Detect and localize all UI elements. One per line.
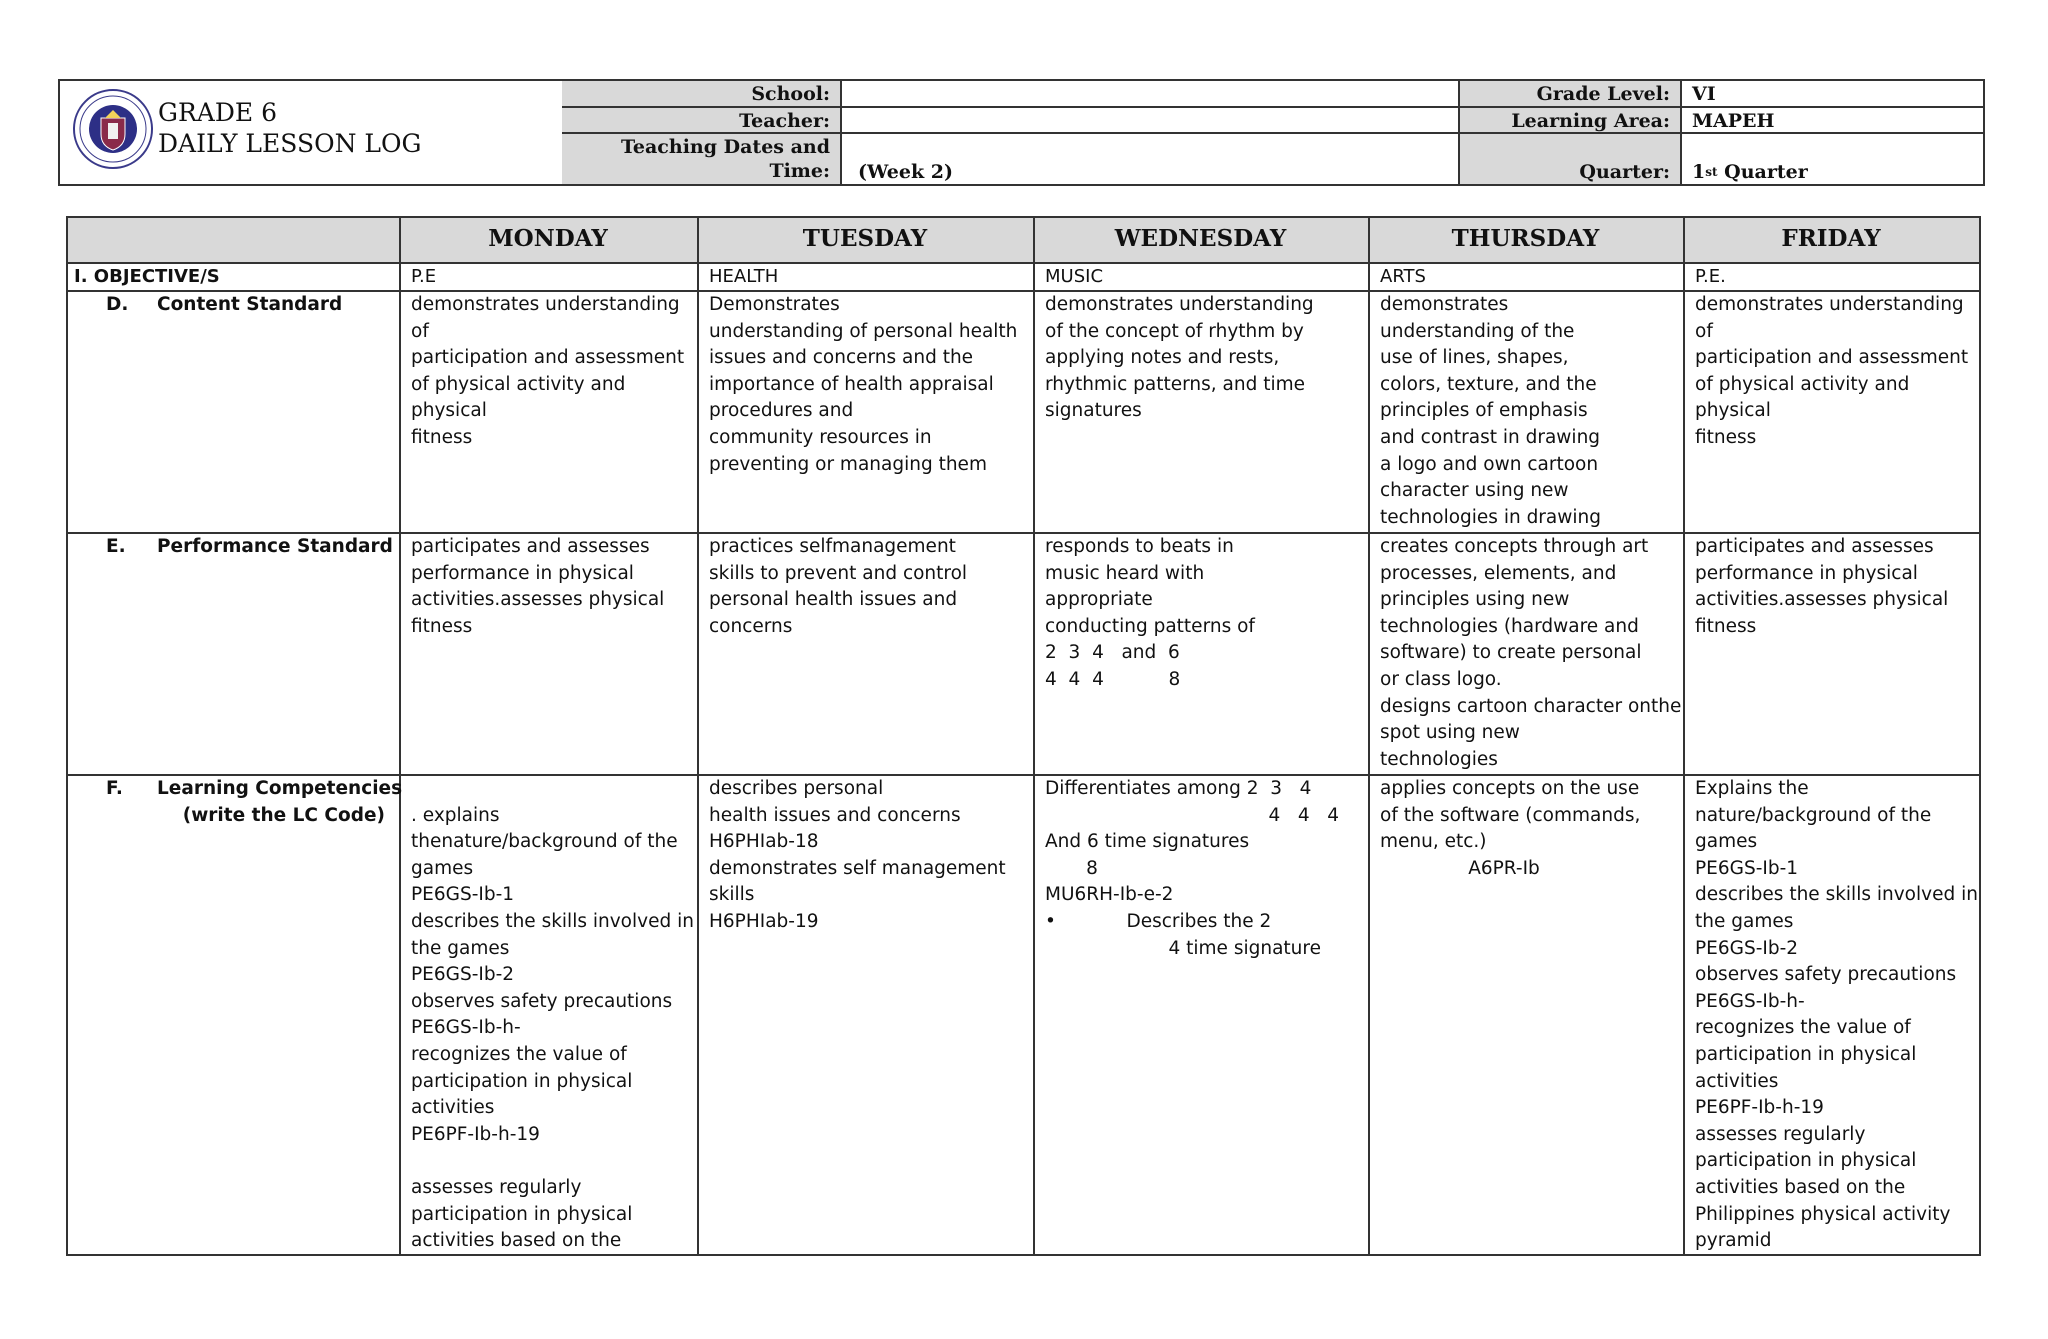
header-row-dates [562, 134, 1983, 184]
quarter-ordinal: st [1705, 165, 1718, 179]
school-label: School: [562, 81, 842, 106]
learning-competencies-thursday: applies concepts on the use of the software (commands, menu, etc.) A6PR-Ib [1380, 778, 1641, 879]
row-letter-f: F. [106, 778, 123, 799]
header-row-school [562, 81, 1983, 108]
performance-standard-tuesday: practices selfmanagement skills to prevent and control personal health issues and concerns [709, 536, 968, 637]
grid-line [1368, 216, 1370, 1256]
content-standard-friday: demonstrates understanding of participation and assessment of physical activity and physical fitness [1695, 294, 1969, 448]
grade-title: GRADE 6 [158, 98, 277, 127]
grid-line [399, 216, 401, 1256]
teaching-dates-label-line2: Time: [769, 160, 830, 182]
grade-level-value[interactable]: VI [1692, 83, 1716, 105]
row-letter-d: D. [106, 294, 129, 315]
learning-competencies-wednesday: Differentiates among 2 3 4 4 4 4 And 6 time signatures 8 MU6RH-Ib-e-2 • Describes the 2 4 time signature [1045, 778, 1340, 959]
deped-seal-icon [72, 88, 154, 170]
log-title: DAILY LESSON LOG [158, 129, 422, 158]
grid-line [66, 262, 1981, 264]
row-label-learning-competencies: Learning Competencies (write the LC Code) [157, 778, 403, 826]
subject-monday: P.E [411, 266, 437, 287]
header-row-teacher [562, 108, 1983, 134]
learning-competencies-monday: . explains thenature/background of the games PE6GS-Ib-1 describes the skills involved in the games PE6GS-Ib-2 observes safety precautions PE6GS-Ib-h- recognizes the value of participation in physical activities PE6PF-Ib-h-19 assesses regularly participation in physical activities based on the [411, 804, 694, 1252]
grid-line [66, 290, 1981, 292]
title-block [60, 81, 564, 184]
performance-standard-thursday: creates concepts through art processes, elements, and principles using new technologies (hardware and software) to create personal or class logo. designs cartoon character onthe spot using new technologies [1380, 536, 1682, 770]
content-standard-thursday: demonstrates understanding of the use of lines, shapes, colors, texture, and the principles of emphasis and contrast in drawing a logo and own cartoon character using new technologies in drawing [1380, 294, 1601, 528]
subject-wednesday: MUSIC [1045, 266, 1104, 287]
row-label-performance-standard: Performance Standard [157, 536, 393, 557]
performance-standard-monday: participates and assesses performance in physical activities.assesses physical fitness [411, 536, 665, 637]
content-standard-wednesday: demonstrates understanding of the concept of rhythm by applying notes and rests, rhythmic patterns, and time signatures [1045, 294, 1314, 422]
objectives-label: I. OBJECTIVE/S [74, 266, 220, 287]
teacher-field[interactable] [842, 108, 1460, 132]
learning-competencies-friday: Explains the nature/background of the games PE6GS-Ib-1 describes the skills involved in the games PE6GS-Ib-2 observes safety precautions PE6GS-Ib-h- recognizes the value of participation in physical activities PE6PF-Ib-h-19 assesses regularly participation in physical activities based on the Philippines physical activity pyramid [1695, 778, 1978, 1252]
grid-line [1683, 216, 1685, 1256]
row-label-content-standard: Content Standard [157, 294, 343, 315]
content-standard-tuesday: Demonstrates understanding of personal health issues and concerns and the importance of health appraisal procedures and community resources in preventing or managing them [709, 294, 1018, 475]
grid-line [66, 1254, 1981, 1256]
grid-line [697, 216, 699, 1256]
grade-level-label: Grade Level: [1460, 81, 1682, 106]
quarter-label: Quarter: [1460, 134, 1682, 184]
school-field[interactable] [842, 81, 1460, 106]
row-letter-e: E. [106, 536, 126, 557]
lesson-log-table [66, 216, 1981, 1256]
teaching-dates-label-line1: Teaching Dates and [620, 136, 830, 158]
subject-tuesday: HEALTH [709, 266, 779, 287]
quarter-number: 1 [1692, 161, 1706, 183]
quarter-value[interactable] [1682, 134, 1983, 184]
teacher-label: Teacher: [562, 108, 842, 132]
quarter-text: Quarter [1717, 161, 1808, 183]
subject-thursday: ARTS [1380, 266, 1426, 287]
day-wednesday: WEDNESDAY [1114, 225, 1287, 252]
content-standard-monday: demonstrates understanding of participation and assessment of physical activity and physical fitness [411, 294, 685, 448]
subject-friday: P.E. [1695, 266, 1726, 287]
lesson-log-header [58, 79, 1985, 186]
day-thursday: THURSDAY [1451, 225, 1600, 252]
grid-line [66, 216, 68, 1256]
day-friday: FRIDAY [1781, 225, 1881, 252]
performance-standard-wednesday: responds to beats in music heard with appropriate conducting patterns of 2 3 4 and 6 4 4 4 8 [1045, 536, 1255, 690]
day-monday: MONDAY [488, 225, 608, 252]
grid-line [1033, 216, 1035, 1256]
learning-area-label: Learning Area: [1460, 108, 1682, 132]
teaching-dates-field[interactable]: (Week 2) [842, 134, 1460, 184]
learning-area-value[interactable]: MAPEH [1692, 110, 1775, 132]
learning-competencies-tuesday: describes personal health issues and concerns H6PHIab-18 demonstrates self management skills H6PHIab-19 [709, 778, 1006, 932]
performance-standard-friday: participates and assesses performance in physical activities.assesses physical fitness [1695, 536, 1949, 637]
day-tuesday: TUESDAY [802, 225, 928, 252]
teaching-dates-label [562, 134, 842, 184]
grid-line [1979, 216, 1981, 1256]
